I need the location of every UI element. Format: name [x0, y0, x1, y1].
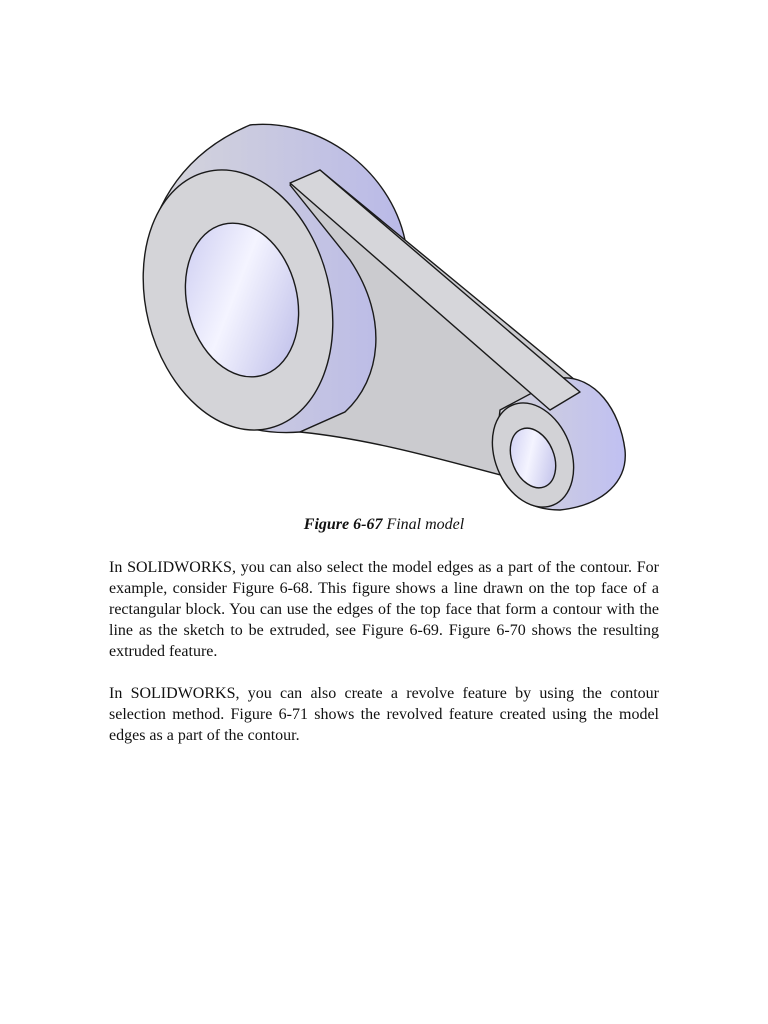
figure-number: Figure 6-67 [303, 516, 383, 533]
paragraph: In SOLIDWORKS, you can also select the model edges as a part of the contour. For example, consider Figure 6-68. This figure shows a line drawn on the top face of a rectangular block. You can use the edges of the top face that form a contour with the line as the sketch to be extruded, see Figure 6-69. Figure 6-70 shows the resulting extruded feature. [109, 559, 659, 660]
connecting-rod-model-drawing [130, 110, 640, 520]
figure-title: Final model [386, 516, 465, 533]
model-figure [130, 110, 640, 520]
body-text [109, 557, 659, 767]
paragraph: In SOLIDWORKS, you can also create a revolve feature by using the contour selection method. Figure 6-71 shows the revolved feature created using the model edges as a part of the contour. [109, 685, 659, 744]
figure-caption [0, 516, 768, 534]
